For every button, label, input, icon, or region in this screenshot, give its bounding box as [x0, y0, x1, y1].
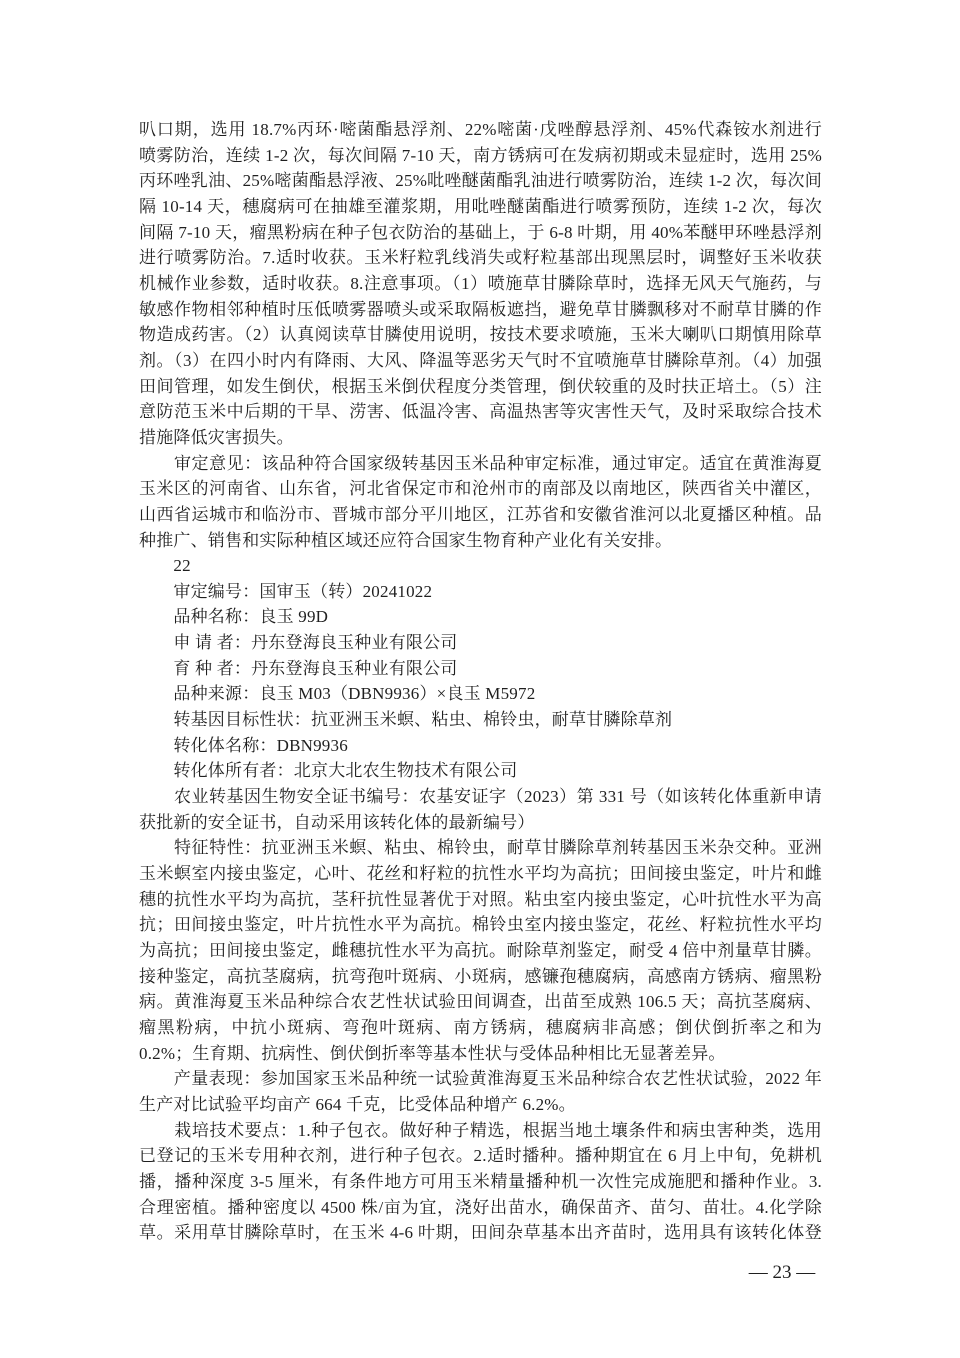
text-line: 草。采用草甘膦除草时，在玉米 4-6 叶期，田间杂草基本出齐苗时，选用具有该转化体登 — [139, 1223, 822, 1243]
text-line: 特征特性：抗亚洲玉米螟、粘虫、棉铃虫，耐草甘膦除草剂转基因玉米杂交种。亚洲 — [139, 838, 822, 858]
text-line: 喷雾防治，连续 1-2 次，每次间隔 7-10 天，南方锈病可在发病初期或未显症时，选用 25% — [139, 145, 822, 165]
paragraph-cultivation-techniques — [139, 1118, 822, 1246]
text-line: 瘤黑粉病，中抗小斑病、弯孢叶斑病、南方锈病，穗腐病非高感；倒伏倒折率之和为 — [139, 1017, 822, 1037]
text-line: 审定意见：该品种符合国家级转基因玉米品种审定标准，通过审定。适宜在黄淮海夏 — [139, 453, 822, 473]
text-line: 品种来源：良玉 M03（DBN9936）×良玉 M5972 — [139, 684, 536, 704]
page-footer — [727, 1260, 837, 1286]
text-line: 申 请 者：丹东登海良玉种业有限公司 — [139, 633, 458, 653]
text-line: 获批新的安全证书，自动采用该转化体的最新编号） — [139, 812, 535, 832]
text-line: 产量表现：参加国家玉米品种统一试验黄淮海夏玉米品种综合农艺性状试验，2022 年 — [139, 1069, 822, 1089]
field-variety-name — [139, 604, 822, 630]
text-line: 0.2%；生育期、抗病性、倒伏倒折率等基本性状与受体品种相比无显著差异。 — [139, 1043, 726, 1063]
text-line: 玉米区的河南省、山东省，河北省保定市和沧州市的南部及以南地区，陕西省关中灌区， — [139, 479, 822, 499]
field-applicant — [139, 630, 822, 656]
text-line: 抗；田间接虫鉴定，叶片抗性水平为高抗。棉铃虫室内接虫鉴定，花丝、籽粒抗性水平均 — [139, 915, 822, 935]
field-variety-source — [139, 681, 822, 707]
text-line: 物造成药害。（2）认真阅读草甘膦使用说明，按技术要求喷施，玉米大喇叭口期慎用除草 — [139, 325, 822, 345]
text-line: 转基因目标性状：抗亚洲玉米螟、粘虫、棉铃虫，耐草甘膦除草剂 — [139, 710, 673, 730]
text-line: 间隔 7-10 天，瘤黑粉病在种子包衣防治的基础上，于 6-8 叶期，用 40%苯醚甲环唑悬浮剂 — [139, 222, 822, 242]
paragraph-stray-number-22 — [139, 553, 822, 579]
paragraph-certification-opinion — [139, 451, 822, 554]
field-certification-number — [139, 579, 822, 605]
text-line: 品种名称：良玉 99D — [139, 607, 329, 627]
text-line: 玉米螟室内接虫鉴定，心叶、花丝和籽粒的抗性水平均为高抗；田间接虫鉴定，叶片和雌 — [139, 864, 822, 884]
text-line: 田间管理，如发生倒伏，根据玉米倒伏程度分类管理，倒伏较重的及时扶正培土。（5）注 — [139, 376, 822, 396]
page-body-text — [139, 117, 822, 1246]
text-line: 已登记的玉米专用种衣剂，进行种子包衣。2.适时播种。播种期宜在 6 月上中旬，免耕机 — [139, 1146, 822, 1166]
text-line: 措施降低灾害损失。 — [139, 427, 294, 447]
text-line: 栽培技术要点：1.种子包衣。做好种子精选，根据当地土壤条件和病虫害种类，选用 — [139, 1120, 822, 1140]
field-transgenic-target-traits — [139, 707, 822, 733]
text-line: 接种鉴定，高抗茎腐病，抗弯孢叶斑病、小斑病，感镰孢穗腐病，高感南方锈病、瘤黑粉 — [139, 966, 822, 986]
text-line: 转化体名称：DBN9936 — [139, 735, 348, 755]
text-line: 生产对比试验平均亩产 664 千克，比受体品种增产 6.2%。 — [139, 1094, 576, 1114]
text-line: 山西省运城市和临汾市、晋城市部分平川地区，江苏省和安徽省淮河以北夏播区种植。品 — [139, 504, 822, 524]
text-line: 为高抗；田间接虫鉴定，雌穗抗性水平为高抗。耐除草剂鉴定，耐受 4 倍中剂量草甘膦。 — [139, 941, 822, 960]
text-line: 机械作业参数，适时收获。8.注意事项。（1）喷施草甘膦除草时，选择无风天气施药，与 — [139, 273, 822, 293]
text-line: 病。黄淮海夏玉米品种综合农艺性状试验田间调查，出苗至成熟 106.5 天；高抗茎腐病、 — [139, 992, 822, 1012]
text-line: 育 种 者：丹东登海良玉种业有限公司 — [139, 658, 458, 678]
paragraph-characteristics — [139, 835, 822, 1066]
text-line: 进行喷雾防治。7.适时收获。玉米籽粒乳线消失或籽粒基部出现黑层时，调整好玉米收获 — [139, 248, 822, 268]
text-line: 种推广、销售和实际种植区域还应符合国家生物育种产业化有关安排。 — [139, 530, 673, 550]
text-line: 剂。（3）在四小时内有降雨、大风、降温等恶劣天气时不宜喷施草甘膦除草剂。（4）加强 — [139, 350, 822, 370]
text-line: 穗的抗性水平均为高抗，茎秆抗性显著优于对照。粘虫室内接虫鉴定，心叶抗性水平为高 — [139, 889, 822, 909]
text-line: 播，播种深度 3-5 厘米，有条件地方可用玉米精量播种机一次性完成施肥和播种作业。3. — [139, 1171, 822, 1191]
field-transformation-event-name — [139, 733, 822, 759]
text-line: 审定编号：国审玉（转）20241022 — [139, 581, 433, 601]
text-line: 敏感作物相邻种植时压低喷雾器喷头或采取隔板遮挡，避免草甘膦飘移对不耐草甘膦的作 — [139, 299, 822, 319]
paragraph-yield-performance — [139, 1066, 822, 1117]
field-breeder — [139, 656, 822, 682]
text-line: 22 — [139, 556, 191, 576]
text-line: 合理密植。播种密度以 4500 株/亩为宜，浇好出苗水，确保苗齐、苗匀、苗壮。4.化学除 — [139, 1197, 822, 1217]
text-line: 隔 10-14 天，穗腐病可在抽雄至灌浆期，用吡唑醚菌酯进行喷雾预防，连续 1-2 次，每次 — [139, 196, 822, 216]
page-number: — 23 — — [748, 1262, 816, 1283]
paragraph-biosafety-certificate — [139, 784, 822, 835]
text-line: 农业转基因生物安全证书编号：农基安证字（2023）第 331 号（如该转化体重新申请 — [139, 787, 822, 807]
field-transformation-event-owner — [139, 758, 822, 784]
text-line: 叭口期，选用 18.7%丙环·嘧菌酯悬浮剂、22%嘧菌·戊唑醇悬浮剂、45%代森铵水剂进行 — [139, 120, 822, 139]
text-line: 丙环唑乳油、25%嘧菌酯悬浮液、25%吡唑醚菌酯乳油进行喷雾防治，连续 1-2 次，每次间 — [139, 171, 822, 191]
text-line: 意防范玉米中后期的干旱、涝害、低温冷害、高温热害等灾害性天气，及时采取综合技术 — [139, 402, 822, 422]
paragraph-pest-control-continuation — [139, 117, 822, 451]
text-line: 转化体所有者：北京大北农生物技术有限公司 — [139, 761, 518, 781]
